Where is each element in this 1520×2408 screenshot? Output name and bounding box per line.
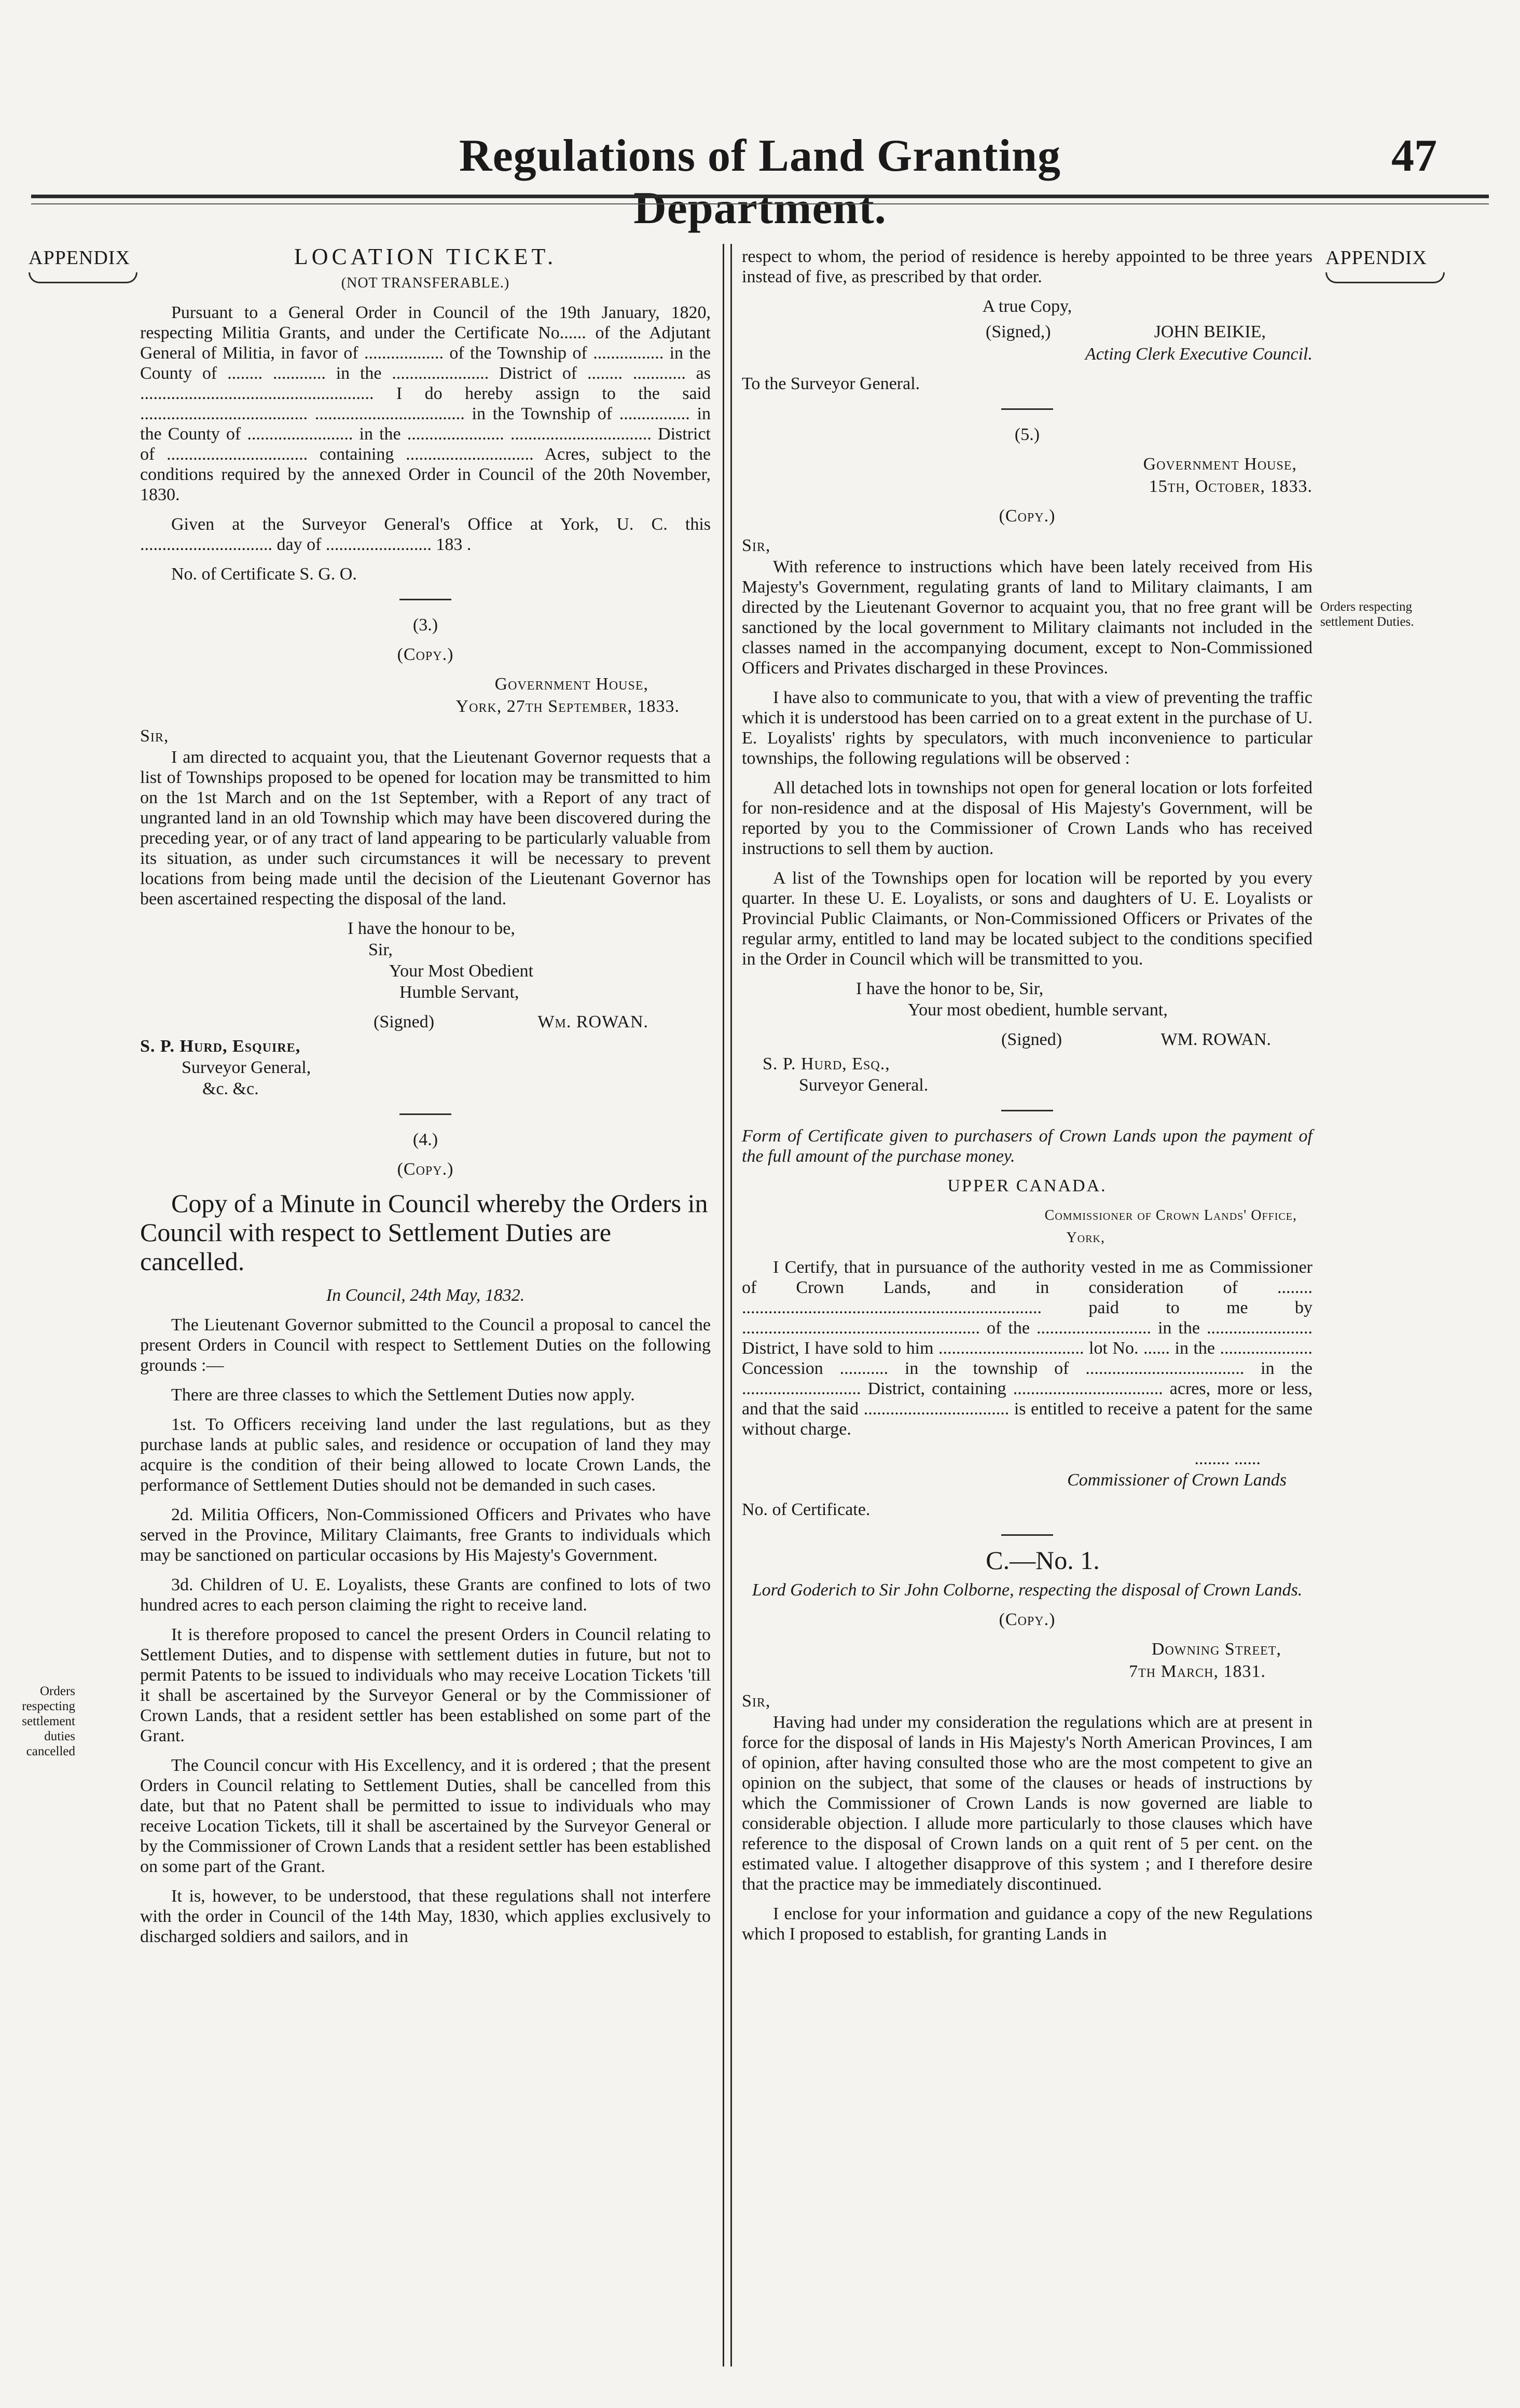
signer-name: WM. ROWAN.: [1160, 1030, 1271, 1049]
doc3-close: Sir,: [368, 940, 393, 959]
doc3-salutation: Sir,: [140, 726, 169, 746]
doc5-copy: (Copy.): [999, 506, 1056, 526]
true-copy: A true Copy,: [982, 297, 1072, 316]
signed-label: (Signed): [374, 1012, 435, 1031]
doc5-addressee: Surveyor General.: [799, 1076, 929, 1095]
signed-label: (Signed): [1001, 1030, 1062, 1049]
office-name: Commissioner of Crown Lands' Office,: [1044, 1207, 1297, 1223]
doc3-close: I have the honour to be,: [348, 919, 515, 938]
section-c-paragraph: I enclose for your information and guidance a copy of the new Regulations which I proposed to establish, for granting Lands in: [742, 1904, 1312, 1944]
doc3-body: I am directed to acquaint you, that the Lieutenant Governor requests that a list of Townships proposed to be opened for location may be transmitted to him on the 1st March and on the 1st September, with a Report of any tract of ungranted land in an old Township which may have been discovered during the preceding year, or of any tract of land appearing to be particularly valuable from its situation, as under such circumstances it will be necessary to prevent locations from being made until the decision of the Lieutenant Governor has been ascertained respecting the disposal of the land.: [140, 748, 711, 909]
section-c-salutation: Sir,: [742, 1691, 771, 1711]
ticket-given: Given at the Surveyor General's Office at York, U. C. this .............................. day of ........................ 183 .: [140, 515, 711, 554]
section-rule: [399, 599, 451, 600]
certificate-signature-line: ........ ......: [1194, 1449, 1261, 1468]
column-divider: [723, 244, 724, 2366]
page-number: 47: [1391, 131, 1437, 181]
doc3-date: York, 27th September, 1833.: [455, 697, 680, 716]
doc4-copy: (Copy.): [397, 1160, 454, 1179]
addressee: To the Surveyor General.: [742, 374, 920, 393]
office-city: York,: [1066, 1230, 1105, 1246]
doc5-paragraph: A list of the Townships open for location will be reported by you every quarter. In these U. E. Loyalists, or sons and daughters of U. E. Loyalists or Provincial Public Claimants, or Non-Commissioned Officers or Privates of the regular army, entitled to land may be located subject to the conditions specified in the Order in Council which will be transmitted to you.: [742, 869, 1312, 969]
section-rule: [399, 1113, 451, 1115]
section-c-copy: (Copy.): [999, 1610, 1056, 1629]
doc5-paragraph: I have also to communicate to you, that with a view of preventing the traffic which it is understood has been carried on to a great extent in the purchase of U. E. Loyalists' rights by speculators, with much inconvenience to particular townships, the following regulations will be observed :: [742, 688, 1312, 768]
right-column: [742, 246, 1312, 1953]
doc3-signature: [140, 1012, 711, 1032]
doc3-addressee: S. P. Hurd, Esquire,: [140, 1037, 301, 1056]
doc4-number: (4.): [412, 1130, 438, 1149]
section-c-place: Downing Street,: [1151, 1640, 1281, 1659]
left-column: [140, 246, 711, 1956]
doc4-heading: Copy of a Minute in Council whereby the Orders in Council with respect to Settlement Duties are cancelled.: [140, 1189, 708, 1276]
margin-note-orders: Orders respecting settlement Duties.: [1320, 600, 1414, 629]
page-title: Regulations of Land Granting Department.: [459, 131, 1061, 233]
doc4-date: In Council, 24th May, 1832.: [326, 1286, 525, 1305]
running-head: [0, 130, 1520, 233]
section-c-heading: C.—No. 1.: [986, 1546, 1100, 1575]
margin-note-cancelled: Orders respecting settlement duties cancelled: [22, 1684, 75, 1758]
column-divider: [730, 244, 732, 2366]
appendix-tag-left: [29, 246, 137, 283]
doc5-close: Your most obedient, humble servant,: [908, 1000, 1168, 1020]
signer-name: Wm. ROWAN.: [537, 1012, 648, 1031]
doc5-place: Government House,: [1143, 455, 1297, 474]
ticket-subtitle: (NOT TRANSFERABLE.): [341, 275, 510, 291]
appendix-label: APPENDIX: [1325, 247, 1427, 269]
doc4-paragraph: It is, however, to be understood, that these regulations shall not interfere with the order in Council of the 14th May, 1830, which applies exclusively to discharged soldiers and sailors, and in: [140, 1887, 711, 1946]
doc3-addressee: &c. &c.: [202, 1079, 259, 1098]
doc3-number: (3.): [412, 615, 438, 635]
doc5-addressee: S. P. Hurd, Esq.,: [763, 1054, 890, 1074]
brace-mark: [1325, 272, 1445, 283]
doc4-paragraph: 3d. Children of U. E. Loyalists, these Grants are confined to lots of two hundred acres to each person claiming the right to receive land.: [140, 1575, 711, 1615]
doc3-place: Government House,: [494, 675, 648, 694]
section-rule: [1001, 1110, 1053, 1111]
doc4-paragraph: The Lieutenant Governor submitted to the Council a proposal to cancel the present Orders in Council with respect to Settlement Duties on the following grounds :—: [140, 1315, 711, 1375]
section-rule: [1001, 1534, 1053, 1536]
signed-label: (Signed,): [986, 322, 1051, 341]
location-ticket-title: LOCATION TICKET.: [294, 244, 557, 269]
doc4-paragraph: It is therefore proposed to cancel the present Orders in Council relating to Settlement Duties, and to dispense with settlement duties in future, but not to permit Patents to be issued to individuals who may receive Location Tickets 'till it shall be ascertained by the Surveyor General or by the Commissioner of Crown Lands, that a resident settler has been established on some part of the Grant.: [140, 1625, 711, 1745]
form-title: Form of Certificate given to purchasers of Crown Lands upon the payment of the full amount of the purchase money.: [742, 1126, 1312, 1166]
doc4-paragraph: 2d. Militia Officers, Non-Commissioned Officers and Privates who have served in the Province, Military Claimants, free Grants to individuals which may be sanctioned on particular occasions by His Majesty's Government.: [140, 1505, 711, 1565]
doc5-paragraph: All detached lots in townships not open for general location or lots forfeited for non-residence and at the disposal of His Majesty's Government, will be reported by you to the Commissioner of Crown Lands who has received instructions to sell them by auction.: [742, 778, 1312, 858]
doc3-close: Your Most Obedient: [389, 961, 534, 981]
doc5-paragraph: With reference to instructions which have been lately received from His Majesty's Government, regulating grants of land to Military claimants, I am directed by the Lieutenant Governor to acquaint you, that no free grant will be sanctioned by the local government to Military claimants not included in the classes named in the accompanying document, except to Non-Commissioned Officers and Privates discharged in these Provinces.: [742, 557, 1312, 678]
ticket-body: Pursuant to a General Order in Council of the 19th January, 1820, respecting Militia Grants, and under the Certificate No...... of the Adjutant General of Militia, in favor of .................. of the Township of ................ in the County of ........ ............ in the ...................... District of ........ ............ as ..................................................... I do hereby assign to the said ...................................... .................................. in the Township of ................ in the County of ........................ in the ...................... ................................ District of ................................ containing ............................. Acres, subject to the conditions required by the annexed Order in Council of the 20th November, 1830.: [140, 303, 711, 504]
doc4-paragraph: 1st. To Officers receiving land under the last regulations, but as they purchase lands at public sales, and residence or occupation of land they may acquire is the condition of their being allowed to locate Crown Lands, the performance of Settlement Duties should not be demanded in such cases.: [140, 1415, 711, 1495]
appendix-tag-right: [1325, 246, 1445, 283]
signer-name: JOHN BEIKIE,: [1154, 322, 1266, 341]
beikie-signature: [742, 322, 1312, 342]
certificate-signer-title: Commissioner of Crown Lands: [1067, 1470, 1287, 1490]
doc3-addressee: Surveyor General,: [182, 1058, 311, 1077]
certificate-number: No. of Certificate.: [742, 1500, 870, 1519]
doc5-number: (5.): [1014, 425, 1040, 444]
upper-canada-heading: UPPER CANADA.: [947, 1176, 1107, 1195]
doc5-close: I have the honor to be, Sir,: [856, 979, 1044, 998]
doc5-salutation: Sir,: [742, 536, 771, 555]
signer-title: Acting Clerk Executive Council.: [1085, 345, 1312, 364]
doc4-paragraph: There are three classes to which the Settlement Duties now apply.: [171, 1385, 635, 1405]
certificate-body: I Certify, that in pursuance of the authority vested in me as Commissioner of Crown Lands, and in consideration of ........ .................................................................... paid to me by ...................................................... of the .......................... in the ........................ District, I have sold to him ................................. lot No. ...... in the ..................... Concession ........... in the township of .................................... in the ........................... District, containing .................................. acres, more or less, and that the said ................................. is entitled to receive a patent for the same without charge.: [742, 1258, 1312, 1439]
doc3-copy: (Copy.): [397, 645, 454, 664]
appendix-label: APPENDIX: [29, 247, 130, 269]
continued-paragraph: respect to whom, the period of residence is hereby appointed to be three years instead of five, as prescribed by that order.: [742, 247, 1312, 286]
doc4-paragraph: The Council concur with His Excellency, and it is ordered ; that the present Orders in Council relating to Settlement Duties, shall be cancelled from this date, but that no Patent shall be permitted to issue to individuals who may receive Location Tickets, till it shall be ascertained by the Surveyor General or by the Commissioner of Crown Lands that a resident settler has been established on some part of the Grant.: [140, 1756, 711, 1876]
doc3-close: Humble Servant,: [399, 983, 519, 1002]
doc5-date: 15th, October, 1833.: [1149, 477, 1312, 496]
brace-mark: [29, 272, 137, 283]
section-rule: [1001, 408, 1053, 410]
section-c-subheading: Lord Goderich to Sir John Colborne, respecting the disposal of Crown Lands.: [752, 1580, 1303, 1600]
section-c-paragraph: Having had under my consideration the regulations which are at present in force for the disposal of lands in His Majesty's North American Provinces, I am of opinion, after having consulted those who are the most competent to give an opinion on the subject, that some of the clauses or heads of instructions by which the Commissioner of Crown Lands is now governed are liable to considerable objection. I allude more particularly to those clauses which have reference to the disposal of Crown lands on a quit rent of 5 per cent. on the estimated value. I altogether disapprove of this system ; and I therefore desire that the practice may be immediately discontinued.: [742, 1713, 1312, 1894]
ticket-certificate: No. of Certificate S. G. O.: [171, 565, 357, 584]
header-rule-thin: [31, 203, 1489, 204]
section-c-date: 7th March, 1831.: [1129, 1662, 1266, 1681]
header-rule: [31, 195, 1489, 198]
doc5-signature: [742, 1029, 1312, 1050]
